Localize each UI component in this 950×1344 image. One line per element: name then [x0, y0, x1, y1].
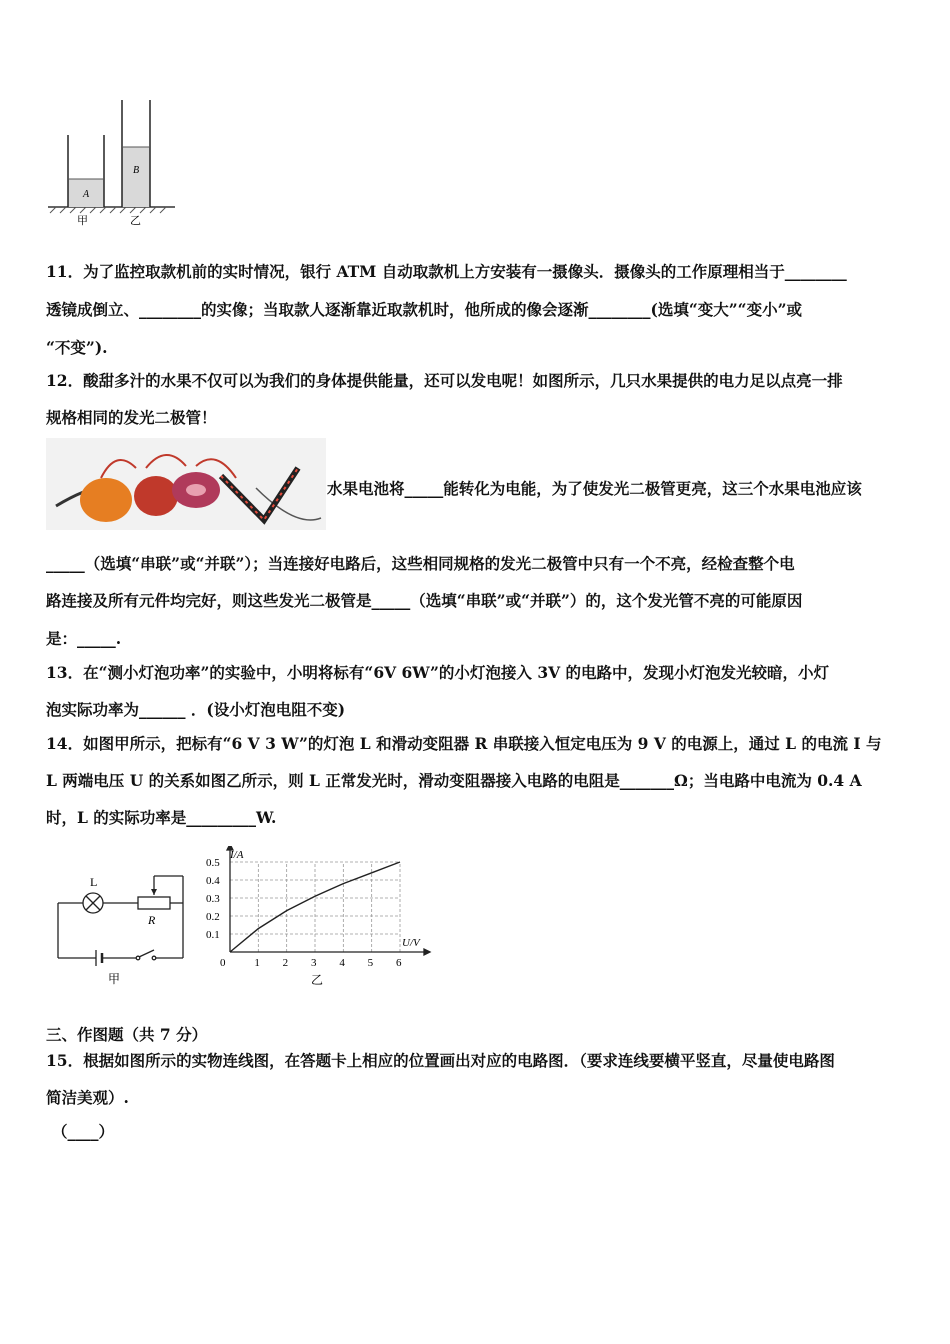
y-tick-label: 0.4: [206, 875, 220, 887]
y-tick-label: 0.2: [206, 911, 220, 923]
containers-figure: [40, 95, 180, 230]
q12-line-4: _____（选填“串联”或“并联”）；当连接好电路后，这些相同规格的发光二极管中只有一个不亮，经检查整个电: [46, 554, 795, 573]
q13-line-2: 泡实际功率为______ ．(设小灯泡电阻不变): [46, 700, 346, 719]
q14-line-2: L 两端电压 U 的关系如图乙所示，则 L 正常发光时，滑动变阻器接入电路的电阻是_______Ω；当电路中电流为 0.4 A: [46, 771, 862, 790]
circuit-caption: 甲: [108, 972, 121, 986]
fruit-battery-photo: [46, 438, 326, 530]
x-axis-arrow: [424, 949, 430, 955]
y-tick-label: 0.3: [206, 893, 220, 905]
q15-line-1: 15．根据如图所示的实物连线图，在答题卡上相应的位置画出对应的电路图．（要求连线要横平竖直，尽量使电路图: [46, 1051, 835, 1070]
x-tick-label: 1: [254, 957, 260, 969]
q12-line-1: 12．酸甜多汁的水果不仅可以为我们的身体提供能量，还可以发电呢！如图所示，几只水果提供的电力足以点亮一排: [46, 371, 843, 390]
liquid-a-label: A: [83, 189, 90, 200]
y-tick-label: 0.5: [206, 857, 220, 869]
iu-chart: [196, 846, 436, 992]
x-tick-label: 4: [339, 957, 345, 969]
q15-line-3: （____）: [52, 1122, 115, 1141]
q14-line-3: 时，L 的实际功率是_________W.: [46, 808, 277, 827]
q15-line-2: 简洁美观）.: [46, 1088, 129, 1107]
x-tick-label: 6: [396, 957, 402, 969]
q12-line-5: 路连接及所有元件均完好，则这些发光二极管是_____（选填“串联”或“并联”）的，这个发光管不亮的可能原因: [46, 591, 803, 610]
q12-line-6: 是：_____.: [46, 629, 122, 648]
q11-line-3: “不变”).: [46, 338, 108, 357]
container-yi-label: 乙: [130, 215, 141, 227]
y-axis-label: I/A: [230, 849, 244, 861]
section3-heading: 三、作图题（共 7 分）: [46, 1025, 208, 1044]
q13-line-1: 13．在“测小灯泡功率”的实验中，小明将标有“6V 6W”的小灯泡接入 3V 的电路中，发现小灯泡发光较暗，小灯: [46, 663, 830, 682]
x-axis-label: U/V: [402, 937, 420, 949]
liquid-b-label: B: [133, 165, 140, 176]
q12-line-2: 规格相同的发光二极管！: [46, 408, 217, 427]
x-tick-label: 2: [282, 957, 289, 969]
origin-label: 0: [220, 957, 226, 969]
q14-line-1: 14．如图甲所示，把标有“6 V 3 W”的灯泡 L 和滑动变阻器 R 串联接入恒定电压为 9 V 的电源上，通过 L 的电流 I 与: [46, 734, 882, 753]
x-tick-label: 5: [367, 957, 374, 969]
q11-line-2: 透镜成倒立、________的实像；当取款人逐渐靠近取款机时，他所成的像会逐渐________(选填“变大”“变小”或: [46, 300, 802, 319]
container-jia-label: 甲: [77, 215, 88, 227]
resistor-label: R: [148, 913, 156, 927]
lamp-label: L: [90, 875, 98, 889]
x-tick-label: 3: [311, 957, 317, 969]
q11-line-1: 11．为了监控取款机前的实时情况，银行 ATM 自动取款机上方安装有一摄像头．摄像头的工作原理相当于________: [46, 262, 847, 281]
chart-caption: 乙: [311, 973, 324, 987]
circuit-diagram: [50, 868, 190, 988]
q12-line-3: 水果电池将_____能转化为电能，为了使发光二极管更亮，这三个水果电池应该: [327, 479, 862, 498]
y-tick-label: 0.1: [206, 929, 220, 941]
